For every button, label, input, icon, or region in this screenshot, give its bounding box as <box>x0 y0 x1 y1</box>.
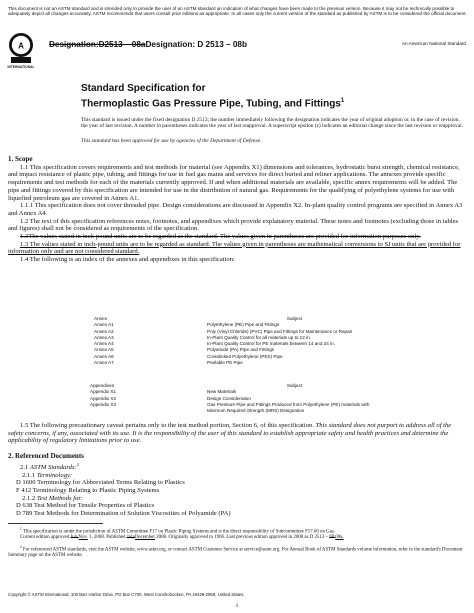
para-1-5: 1.5 The following precautionary caveat pertains only to the test method portion, Section 6, of this specification. This standard does not purport to address all of the safety concerns, if any, associated with its use. It is the responsibility of the user of this standard to establish appropriate safety and health practices and determine the applicability of regulatory limitations prior to use. <box>8 422 452 445</box>
scope-section <box>8 156 466 264</box>
astm-logo <box>8 31 34 64</box>
annex-row: Annex A2 Poly (Vinyl Chloride) (PVC) Pipe and Fittings for Maintenance or Repair <box>94 328 353 334</box>
para-1-3-new: 1.3 The values stated in inch-pound units are to be regarded as standard. The values given in parentheses are mathematical conversions to SI units that are provided for information only and are not considered standard. <box>8 240 461 256</box>
para-2-1-2: 2.1.2 Test Methods for: <box>22 494 84 502</box>
footnote-2: $^2$ For referenced ASTM standards, visit the ASTM website, www.astm.org, or contact ASTM Customer Service at service@astm.org. For Annual Book of ASTM Standards volume information, refer to the standard's Document Summary page on the ASTM website. <box>8 545 463 559</box>
annex-row: Annex A3 In-Plant Quality Control for all materials up to 12 in. <box>94 334 311 340</box>
para-1-1-1: 1.1.1 This specification does not cover threaded pipe. Design considerations are discussed in Appendix X2. In-plant quality control programs are specified in Annex A3 and Annex A4. <box>8 202 463 217</box>
title-line-2: Thermoplastic Gas Pressure Pipe, Tubing, and Fittings$^1$ <box>81 98 345 110</box>
annex-row: Annex A1 Polyethylene (PE) Pipe and Fittings <box>94 322 280 328</box>
appendix-row: Appendix X2 Design Consideration <box>90 395 251 401</box>
old-designation: Designation:D2513 – 08a <box>49 40 146 49</box>
annex-index <box>94 316 382 366</box>
para-1-4: 1.4 The following is an index of the annexes and appendixes in this specification: <box>20 256 235 264</box>
para-1-1: 1.1 This specification covers requirements and test methods for material (see Appendix X1) dimensions and tolerances, hydrostatic burst strength, chemical resistance, and impact resistance of plastic pipe, tubing, and fittings for use in fuel gas mains and services for direct buried and reliner applications. The annexes provide specific requirements and test methods for each of the materials currently approved. If and when additional materials are available, specific annex requirements will be added. The pipe and fittings covered by this specification are intended for use in the distribution of natural gas. Requirements for the qualifying of polyethylene systems for use with liquefied petroleum gas are covered in Annex A1. <box>8 163 460 202</box>
appendix-index <box>90 383 382 414</box>
section-heading-referenced: 2. Referenced Documents <box>8 452 84 460</box>
issuance-note: This standard is issued under the fixed designation D 2513; the number immediately following the designation indicates the year of original adoption or, in the case of revision, the year of last revision. A number in parentheses indicates the year of last reapproval. A superscript epsilon (ε) indicates an editorial change since the last revision or reapproval. <box>81 117 464 130</box>
referenced-documents <box>8 453 466 518</box>
appendix-col-header: Appendixes <box>90 383 115 388</box>
annex-row: Annex A4 In-Plant Quality Control for PE materials between 14 and 24 in. <box>94 341 335 347</box>
copyright: Copyright © ASTM International, 100 Barr Harbor Drive, PO Box C700, West Conshohocken, PA 19428-2959, United States. <box>8 592 245 597</box>
ansi-note: An American National Standard <box>401 41 466 46</box>
annex-col-header: Annex <box>94 316 108 321</box>
title-line-1: Standard Specification for <box>81 83 206 94</box>
new-designation: Designation: D 2513 – 08b <box>145 40 247 49</box>
safety-caveat: This standard does not purport to address all of the safety concerns, if any, associated with its use. It is the responsibility of the user of this standard to establish appropriate safety and health practices and determine the applicability of regulatory limitations prior to use. <box>8 422 452 445</box>
ref-d1600: D 1600 Terminology for Abbreviated Terms Relating to Plastics <box>16 479 185 487</box>
annex-row: Annex A6 Crosslinked Polyethylene (PEX) Pipe <box>94 353 283 359</box>
document-disclaimer: This document is not an ASTM standard and is intended only to provide the user of an ASTM standard an indication of what changes have been made to the previous version. Because it may not be technically possible to adequately depict all changes accurately, ASTM recommends that users consult prior editions as appropriate. In all cases only the current version of the standard as published by ASTM is to be considered the official document. <box>8 6 467 17</box>
subject-col-header: Subject <box>286 316 303 321</box>
para-1-2: 1.2 The text of this specification references notes, footnotes, and appendixes which provide explanatory material. These notes and footnotes (excluding those in tables and figures) shall not be considered as requirements of the specification. <box>8 217 459 233</box>
designation <box>49 40 247 49</box>
para-2-1: 2.1 ASTM Standards:$^2$ <box>20 461 79 471</box>
page-number: 1 <box>235 603 239 609</box>
annex-row: Annex A7 Peelable PE Pipe <box>94 360 243 366</box>
footnote-rule <box>8 523 103 524</box>
para-2-1-1: 2.1.1 Terminology: <box>22 471 73 479</box>
appendix-row: Appendix X1 New Materials <box>90 389 237 395</box>
para-1-3-deleted: 1.3The values stated in inch-pound units are to be regarded as the standard. The values given in parentheses are provided for information purposes only. <box>20 233 421 241</box>
document-title <box>81 83 451 110</box>
svg-text:A: A <box>18 41 24 51</box>
ref-d789: D 789 Test Methods for Determination of Solution Viscosities of Polyamide (PA) <box>16 510 231 518</box>
ref-f412: F 412 Terminology Relating to Plastic Piping Systems <box>16 487 160 494</box>
appendix-subject-header: Subject <box>286 383 303 388</box>
annex-row: Annex A5 Polyamide (PA) Pipe and Fittings <box>94 347 275 353</box>
caveat-section <box>8 422 466 445</box>
appendix-row: Appendix X3 Gas Pressure Pipe and Fittings Produced from Polyethylene (PE) materials with Minimum Required Strength (MRS) Designation <box>90 401 370 414</box>
ref-d638: D 638 Test Method for Tensile Properties of Plastics <box>16 502 155 510</box>
section-heading-scope: 1. Scope <box>8 155 33 163</box>
dod-approval: This standard has been approved for use by agencies of the Department of Defense. <box>81 138 262 144</box>
title-footnote-mark: 1 <box>340 98 345 104</box>
footnote-1: $^1$ This specification is under the jurisdiction of ASTM Committee F17 on Plastic Piping Systems and is the direct responsibility of Subcommittee F17.60 on Gas. Current edition approved JulyNov. 1, 2008. Published JulyDecember 2008. Originally approved in 1966. Last previous edition approved in 2008 as D 2513 – 08.08a. <box>20 527 344 541</box>
logo-caption: INTERNATIONAL <box>7 65 35 69</box>
